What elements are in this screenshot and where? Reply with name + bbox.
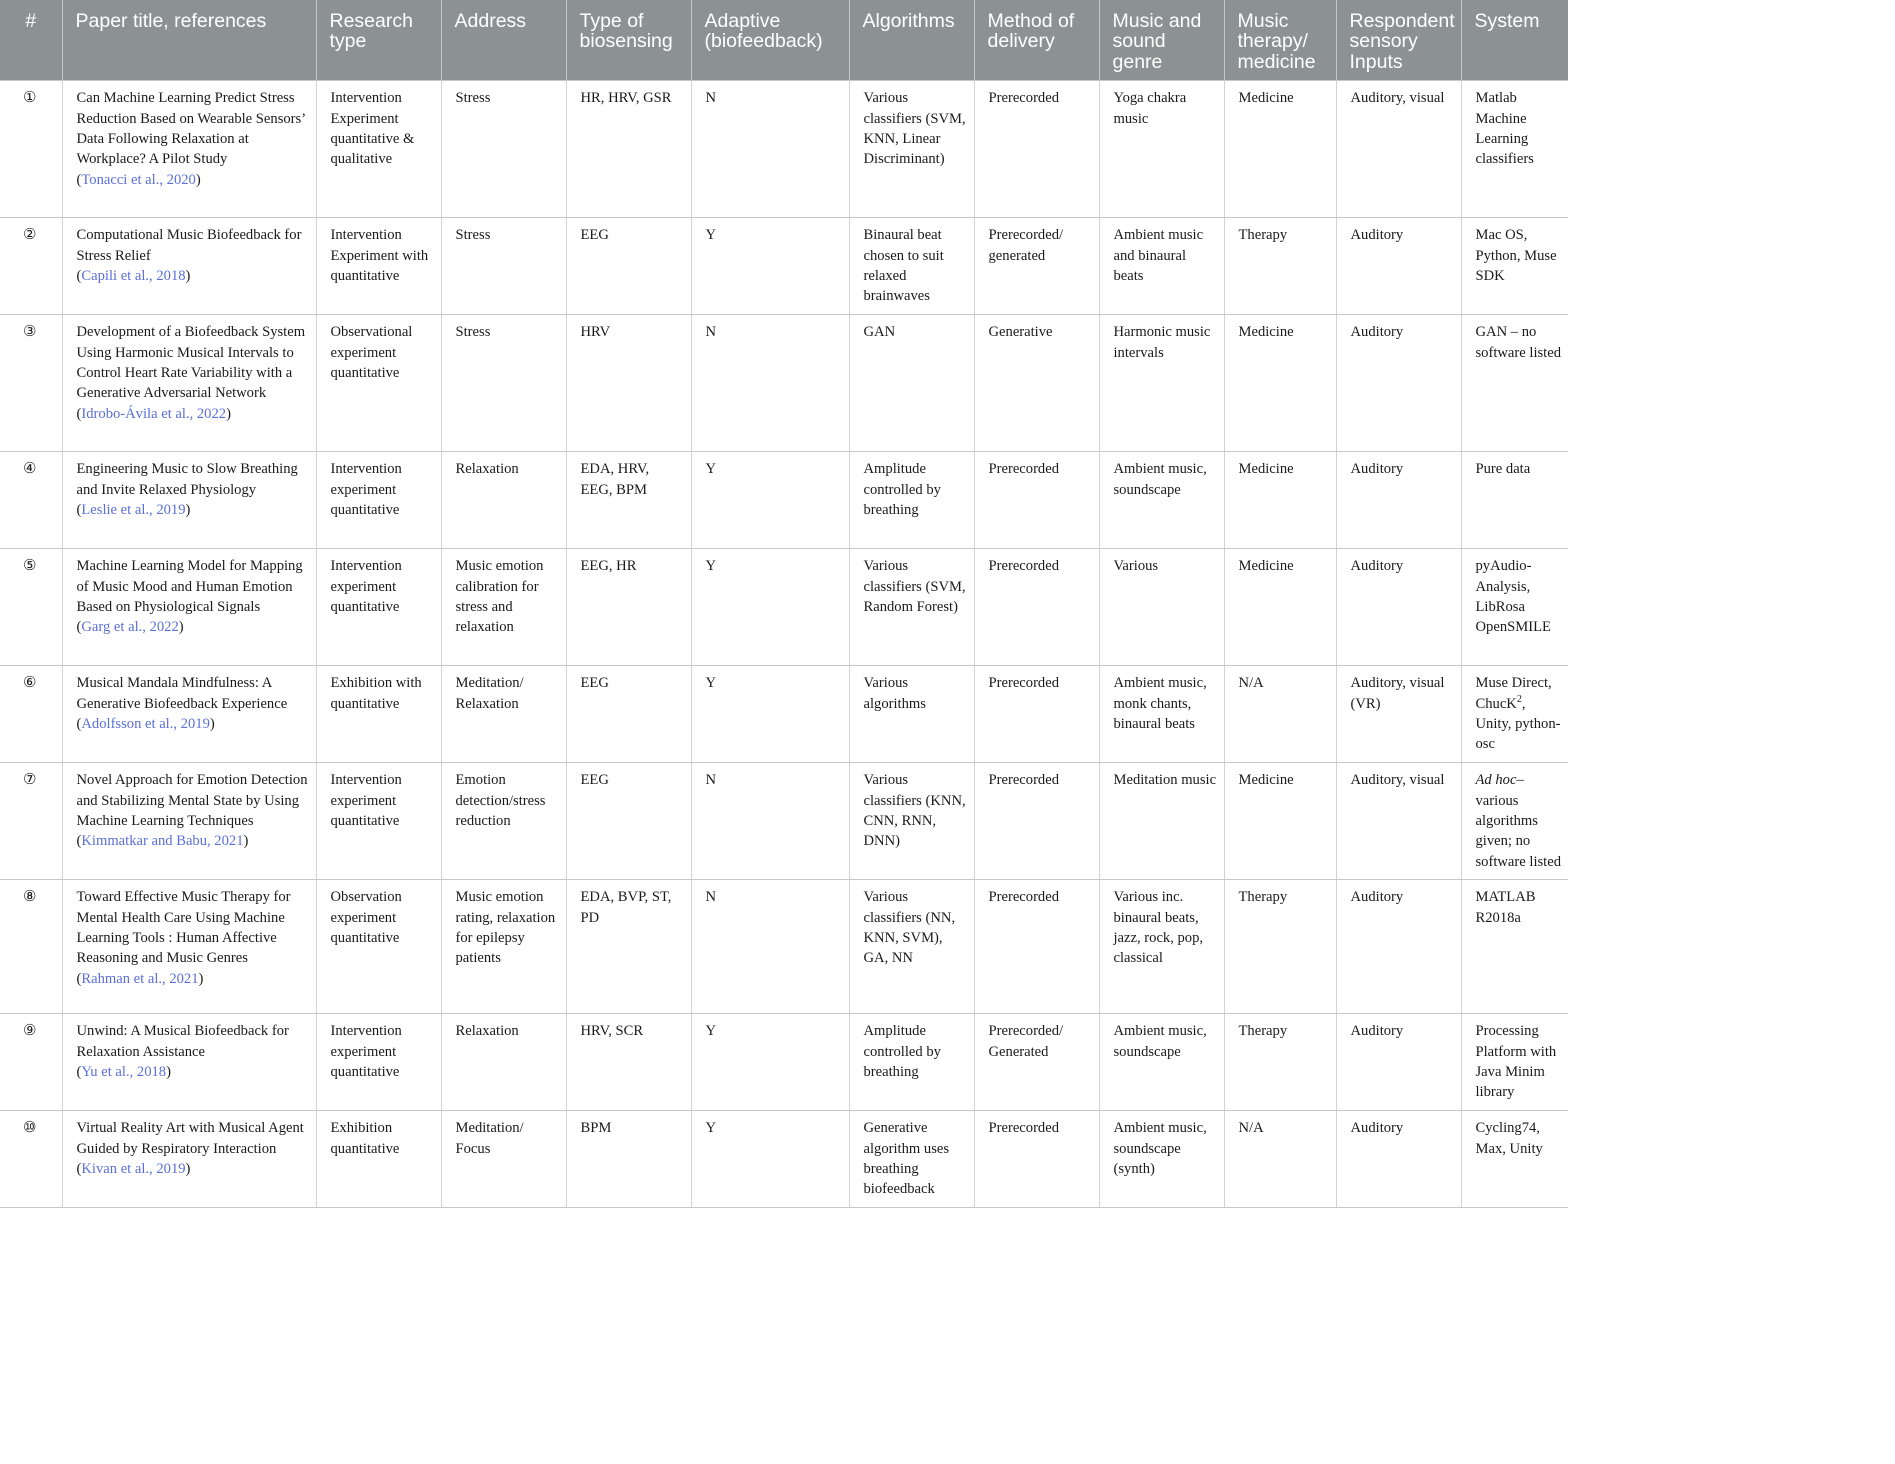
genre: Ambient music, soundscape xyxy=(1099,1014,1224,1111)
citation: (Kimmatkar and Babu, 2021) xyxy=(76,833,249,850)
delivery: Prerecorded xyxy=(974,880,1099,1014)
research-type: Intervention experiment quantitative xyxy=(316,763,441,880)
adaptive: N xyxy=(691,315,849,452)
genre: Harmonic music intervals xyxy=(1099,315,1224,452)
delivery: Generative xyxy=(974,315,1099,452)
biosensing: HR, HRV, GSR xyxy=(566,81,691,218)
biosensing: HRV, SCR xyxy=(566,1014,691,1111)
adaptive: Y xyxy=(691,666,849,763)
col-header-delivery: Method of delivery xyxy=(974,0,1099,81)
inputs: Auditory xyxy=(1336,880,1461,1014)
therapy: Medicine xyxy=(1224,763,1336,880)
col-header-number: # xyxy=(0,0,62,81)
citation: (Rahman et al., 2021) xyxy=(76,970,204,987)
algorithms: Amplitude controlled by breathing xyxy=(849,1014,974,1111)
paper-title: Musical Mandala Mindfulness: A Generative Biofeedback Experience xyxy=(76,675,288,712)
table-row xyxy=(0,763,1568,880)
citation: (Leslie et al., 2019) xyxy=(76,502,191,519)
row-number: ⑩ xyxy=(0,1111,62,1208)
row-number: ⑥ xyxy=(0,666,62,763)
therapy: Medicine xyxy=(1224,549,1336,666)
adaptive: Y xyxy=(691,218,849,315)
inputs: Auditory xyxy=(1336,1014,1461,1111)
therapy: N/A xyxy=(1224,1111,1336,1208)
biosensing: HRV xyxy=(566,315,691,452)
inputs: Auditory, visual (VR) xyxy=(1336,666,1461,763)
adaptive: Y xyxy=(691,452,849,549)
algorithms: Amplitude controlled by breathing xyxy=(849,452,974,549)
delivery: Prerecorded xyxy=(974,763,1099,880)
paper-title: Engineering Music to Slow Breathing and Invite Relaxed Physiology xyxy=(76,461,298,498)
delivery: Prerecorded xyxy=(974,452,1099,549)
biosensing: EEG xyxy=(566,218,691,315)
delivery: Prerecorded xyxy=(974,81,1099,218)
research-type: Intervention experiment quantitative xyxy=(316,452,441,549)
paper-title-cell xyxy=(62,1111,316,1208)
paper-title: Novel Approach for Emotion Detection and Stabilizing Mental State by Using Machine Learning Techniques xyxy=(76,772,308,830)
superscript: 2 xyxy=(1516,693,1522,705)
address: Meditation/ Focus xyxy=(441,1111,566,1208)
biosensing: EEG xyxy=(566,666,691,763)
table-row xyxy=(0,81,1568,218)
table-body xyxy=(0,81,1568,1208)
research-type: Exhibition quantitative xyxy=(316,1111,441,1208)
citation: (Capili et al., 2018) xyxy=(76,268,191,285)
research-type: Exhibition with quantitative xyxy=(316,666,441,763)
inputs: Auditory xyxy=(1336,549,1461,666)
research-type: Intervention experiment quantitative xyxy=(316,1014,441,1111)
paper-title-cell xyxy=(62,218,316,315)
row-number: ④ xyxy=(0,452,62,549)
row-number: ⑦ xyxy=(0,763,62,880)
citation: (Tonacci et al., 2020) xyxy=(76,171,201,188)
system-italic: Ad hoc xyxy=(1475,772,1517,789)
reference-link[interactable]: Capili et al., 2018 xyxy=(81,268,186,285)
paper-title-cell xyxy=(62,666,316,763)
genre: Ambient music and binaural beats xyxy=(1099,218,1224,315)
biosensing: BPM xyxy=(566,1111,691,1208)
table-row xyxy=(0,1111,1568,1208)
therapy: Medicine xyxy=(1224,452,1336,549)
algorithms: GAN xyxy=(849,315,974,452)
citation: (Kivan et al., 2019) xyxy=(76,1161,191,1178)
reference-link[interactable]: Adolfsson et al., 2019 xyxy=(81,716,210,733)
paper-title-cell xyxy=(62,549,316,666)
inputs: Auditory xyxy=(1336,1111,1461,1208)
paper-title-cell xyxy=(62,763,316,880)
table-row xyxy=(0,666,1568,763)
reference-link[interactable]: Kivan et al., 2019 xyxy=(81,1161,186,1178)
system: pyAudio-Analysis, LibRosa OpenSMILE xyxy=(1461,549,1568,666)
table-row xyxy=(0,1014,1568,1111)
paper-title: Toward Effective Music Therapy for Mental Health Care Using Machine Learning Tools : Human Affective Reasoning and Music Genres xyxy=(76,889,291,967)
system: Processing Platform with Java Minim library xyxy=(1461,1014,1568,1111)
delivery: Prerecorded xyxy=(974,549,1099,666)
algorithms: Various algorithms xyxy=(849,666,974,763)
address: Stress xyxy=(441,218,566,315)
inputs: Auditory xyxy=(1336,315,1461,452)
paper-title: Development of a Biofeedback System Using Harmonic Musical Intervals to Control Heart Rate Variability with a Generative Adversarial Network xyxy=(76,324,306,402)
address: Emotion detection/stress reduction xyxy=(441,763,566,880)
delivery: Prerecorded/ generated xyxy=(974,218,1099,315)
research-type: Observational experiment quantitative xyxy=(316,315,441,452)
system: Mac OS, Python, Muse SDK xyxy=(1461,218,1568,315)
table-row xyxy=(0,218,1568,315)
adaptive: N xyxy=(691,81,849,218)
reference-link[interactable]: Garg et al., 2022 xyxy=(81,619,179,636)
row-number: ② xyxy=(0,218,62,315)
adaptive: Y xyxy=(691,549,849,666)
system: GAN – no software listed xyxy=(1461,315,1568,452)
research-type: Intervention experiment quantitative xyxy=(316,549,441,666)
biosensing: EDA, BVP, ST, PD xyxy=(566,880,691,1014)
address: Stress xyxy=(441,81,566,218)
inputs: Auditory, visual xyxy=(1336,81,1461,218)
research-type: Intervention Experiment quantitative & qualitative xyxy=(316,81,441,218)
paper-title-cell xyxy=(62,81,316,218)
system-text: Muse Direct, ChucK xyxy=(1475,675,1552,712)
genre: Ambient music, monk chants, binaural beats xyxy=(1099,666,1224,763)
system: Cycling74, Max, Unity xyxy=(1461,1111,1568,1208)
system: Matlab Machine Learning classifiers xyxy=(1461,81,1568,218)
table-header xyxy=(0,0,1568,81)
address: Meditation/ Relaxation xyxy=(441,666,566,763)
adaptive: Y xyxy=(691,1111,849,1208)
delivery: Prerecorded xyxy=(974,1111,1099,1208)
paper-title: Virtual Reality Art with Musical Agent Guided by Respiratory Interaction xyxy=(76,1120,304,1157)
biosensing: EEG xyxy=(566,763,691,880)
algorithms: Various classifiers (NN, KNN, SVM), GA, NN xyxy=(849,880,974,1014)
paper-title: Unwind: A Musical Biofeedback for Relaxation Assistance xyxy=(76,1023,289,1060)
genre: Various xyxy=(1099,549,1224,666)
research-type: Observation experiment quantitative xyxy=(316,880,441,1014)
inputs: Auditory xyxy=(1336,452,1461,549)
research-type: Intervention Experiment with quantitative xyxy=(316,218,441,315)
system xyxy=(1461,666,1568,763)
biosensing: EDA, HRV, EEG, BPM xyxy=(566,452,691,549)
adaptive: N xyxy=(691,763,849,880)
therapy: Therapy xyxy=(1224,880,1336,1014)
delivery: Prerecorded/ Generated xyxy=(974,1014,1099,1111)
algorithms: Generative algorithm uses breathing biofeedback xyxy=(849,1111,974,1208)
col-header-adaptive: Adaptive (biofeedback) xyxy=(691,0,849,81)
reference-link[interactable]: Kimmatkar and Babu, 2021 xyxy=(81,833,244,850)
system-text-rest: , Unity, python-osc xyxy=(1475,695,1561,753)
col-header-algorithms: Algorithms xyxy=(849,0,974,81)
col-header-therapy: Music therapy/ medicine xyxy=(1224,0,1336,81)
reference-link[interactable]: Rahman et al., 2021 xyxy=(81,970,199,987)
reference-link[interactable]: Idrobo-Ávila et al., 2022 xyxy=(81,405,227,422)
address: Music emotion rating, relaxation for epilepsy patients xyxy=(441,880,566,1014)
citation: (Yu et al., 2018) xyxy=(76,1064,171,1081)
col-header-title: Paper title, references xyxy=(62,0,316,81)
row-number: ⑧ xyxy=(0,880,62,1014)
reference-link[interactable]: Leslie et al., 2019 xyxy=(81,502,186,519)
paper-title: Computational Music Biofeedback for Stress Relief xyxy=(76,227,302,264)
genre: Ambient music, soundscape xyxy=(1099,452,1224,549)
therapy: N/A xyxy=(1224,666,1336,763)
algorithms: Various classifiers (SVM, KNN, Linear Discriminant) xyxy=(849,81,974,218)
system: MATLAB R2018a xyxy=(1461,880,1568,1014)
inputs: Auditory xyxy=(1336,218,1461,315)
citation: (Garg et al., 2022) xyxy=(76,619,184,636)
inputs: Auditory, visual xyxy=(1336,763,1461,880)
therapy: Medicine xyxy=(1224,81,1336,218)
algorithms: Various classifiers (KNN, CNN, RNN, DNN) xyxy=(849,763,974,880)
paper-title-cell xyxy=(62,315,316,452)
genre: Ambient music, soundscape (synth) xyxy=(1099,1111,1224,1208)
paper-title-cell xyxy=(62,1014,316,1111)
paper-title: Machine Learning Model for Mapping of Music Mood and Human Emotion Based on Physiological Signals xyxy=(76,558,303,616)
col-header-research-type: Research type xyxy=(316,0,441,81)
paper-title: Can Machine Learning Predict Stress Reduction Based on Wearable Sensors’ Data Following Relaxation at Workplace? A Pilot Study xyxy=(76,90,305,168)
reference-link[interactable]: Yu et al., 2018 xyxy=(81,1064,167,1081)
paper-title-cell xyxy=(62,880,316,1014)
delivery: Prerecorded xyxy=(974,666,1099,763)
col-header-address: Address xyxy=(441,0,566,81)
paper-title-cell xyxy=(62,452,316,549)
header-row xyxy=(0,0,1568,81)
adaptive: N xyxy=(691,880,849,1014)
citation: (Adolfsson et al., 2019) xyxy=(76,716,215,733)
reference-link[interactable]: Tonacci et al., 2020 xyxy=(81,171,196,188)
table-row xyxy=(0,880,1568,1014)
col-header-system: System xyxy=(1461,0,1568,81)
system-text-rest: – various algorithms given; no software listed xyxy=(1475,772,1562,870)
system xyxy=(1461,763,1568,880)
row-number: ③ xyxy=(0,315,62,452)
row-number: ⑤ xyxy=(0,549,62,666)
col-header-genre: Music and sound genre xyxy=(1099,0,1224,81)
adaptive: Y xyxy=(691,1014,849,1111)
address: Relaxation xyxy=(441,1014,566,1111)
therapy: Therapy xyxy=(1224,1014,1336,1111)
col-header-biosensing: Type of biosensing xyxy=(566,0,691,81)
col-header-inputs: Respondent sensory Inputs xyxy=(1336,0,1461,81)
citation: (Idrobo-Ávila et al., 2022) xyxy=(76,405,231,422)
genre: Meditation music xyxy=(1099,763,1224,880)
row-number: ① xyxy=(0,81,62,218)
row-number: ⑨ xyxy=(0,1014,62,1111)
address: Relaxation xyxy=(441,452,566,549)
genre: Yoga chakra music xyxy=(1099,81,1224,218)
therapy: Medicine xyxy=(1224,315,1336,452)
address: Stress xyxy=(441,315,566,452)
therapy: Therapy xyxy=(1224,218,1336,315)
algorithms: Various classifiers (SVM, Random Forest) xyxy=(849,549,974,666)
biosensing: EEG, HR xyxy=(566,549,691,666)
algorithms: Binaural beat chosen to suit relaxed brainwaves xyxy=(849,218,974,315)
table-row xyxy=(0,549,1568,666)
address: Music emotion calibration for stress and relaxation xyxy=(441,549,566,666)
table-row xyxy=(0,452,1568,549)
genre: Various inc. binaural beats, jazz, rock, pop, classical xyxy=(1099,880,1224,1014)
table-row xyxy=(0,315,1568,452)
system: Pure data xyxy=(1461,452,1568,549)
